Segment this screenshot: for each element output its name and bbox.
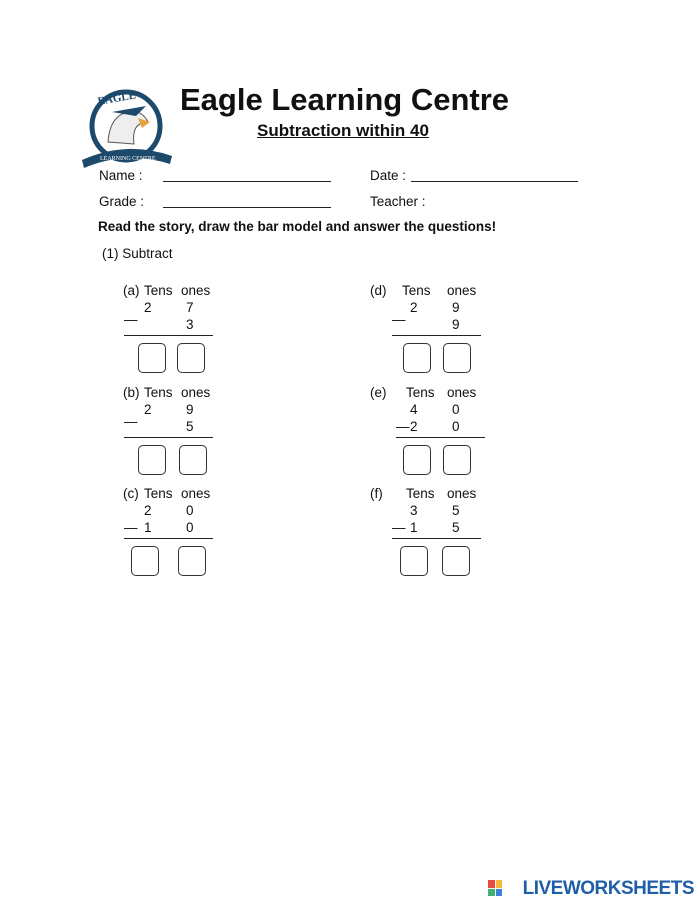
bottom-ones-digit: 5 [186,419,194,434]
top-tens-digit: 2 [144,300,152,315]
problem-label: (e) [370,385,387,400]
ones-header: ones [181,385,211,400]
answer-line [392,538,481,539]
tens-header: Tens [144,385,173,400]
minus-sign: — [124,414,138,429]
svg-text:EAGLE: EAGLE [96,89,137,108]
answer-ones-box[interactable] [179,445,207,475]
answer-tens-box[interactable] [400,546,428,576]
answer-tens-box[interactable] [403,445,431,475]
bottom-tens-digit: 1 [410,520,418,535]
worksheet-subtitle: Subtraction within 40 [257,121,429,140]
problem-label: (a) [123,283,140,298]
minus-sign: — [396,419,410,434]
top-tens-digit: 2 [410,300,418,315]
ones-header: ones [447,283,477,298]
date-label: Date : [370,168,407,183]
answer-tens-box[interactable] [131,546,159,576]
top-tens-digit: 4 [410,402,418,417]
bottom-ones-digit: 5 [452,520,460,535]
answer-tens-box[interactable] [138,445,166,475]
page-title: Eagle Learning Centre [180,82,510,117]
section-heading: (1) Subtract [102,246,173,261]
problem-label: (d) [370,283,387,298]
answer-tens-box[interactable] [403,343,431,373]
name-field[interactable] [163,181,331,182]
top-ones-digit: 7 [186,300,194,315]
top-ones-digit: 9 [452,300,460,315]
bottom-ones-digit: 0 [186,520,194,535]
answer-line [396,437,485,438]
minus-sign: — [124,520,138,535]
tens-header: Tens [144,486,173,501]
minus-sign: — [392,312,406,327]
top-ones-digit: 9 [186,402,194,417]
liveworksheets-brand: LIVEWORKSHEETS [522,878,694,899]
svg-text:LEARNING CENTRE: LEARNING CENTRE [100,156,156,162]
tens-header: Tens [406,486,435,501]
ones-header: ones [447,486,477,501]
problem-label: (f) [370,486,383,501]
ones-header: ones [181,486,211,501]
tens-header: Tens [144,283,173,298]
tens-header: Tens [402,283,431,298]
answer-line [124,538,213,539]
liveworksheets-icon [488,880,502,896]
minus-sign: — [392,520,406,535]
answer-line [392,335,481,336]
ones-header: ones [447,385,477,400]
bottom-ones-digit: 3 [186,317,194,332]
answer-ones-box[interactable] [178,546,206,576]
answer-line [124,437,213,438]
eagle-logo [80,84,176,170]
answer-tens-box[interactable] [138,343,166,373]
answer-ones-box[interactable] [442,546,470,576]
grade-label: Grade : [99,194,145,209]
answer-ones-box[interactable] [443,445,471,475]
problem-label: (c) [123,486,139,501]
bottom-ones-digit: 0 [452,419,460,434]
tens-header: Tens [406,385,435,400]
top-ones-digit: 0 [452,402,460,417]
bottom-tens-digit: 1 [144,520,152,535]
answer-ones-box[interactable] [443,343,471,373]
name-label: Name : [99,168,143,183]
minus-sign: — [124,312,138,327]
teacher-label: Teacher : [370,194,426,209]
problem-label: (b) [123,385,140,400]
top-ones-digit: 0 [186,503,194,518]
top-ones-digit: 5 [452,503,460,518]
answer-line [124,335,213,336]
answer-ones-box[interactable] [177,343,205,373]
grade-field[interactable] [163,207,331,208]
bottom-tens-digit: 2 [410,419,418,434]
top-tens-digit: 2 [144,402,152,417]
bottom-ones-digit: 9 [452,317,460,332]
top-tens-digit: 2 [144,503,152,518]
top-tens-digit: 3 [410,503,418,518]
date-field[interactable] [411,181,578,182]
instruction: Read the story, draw the bar model and answer the questions! [98,219,497,234]
ones-header: ones [181,283,211,298]
